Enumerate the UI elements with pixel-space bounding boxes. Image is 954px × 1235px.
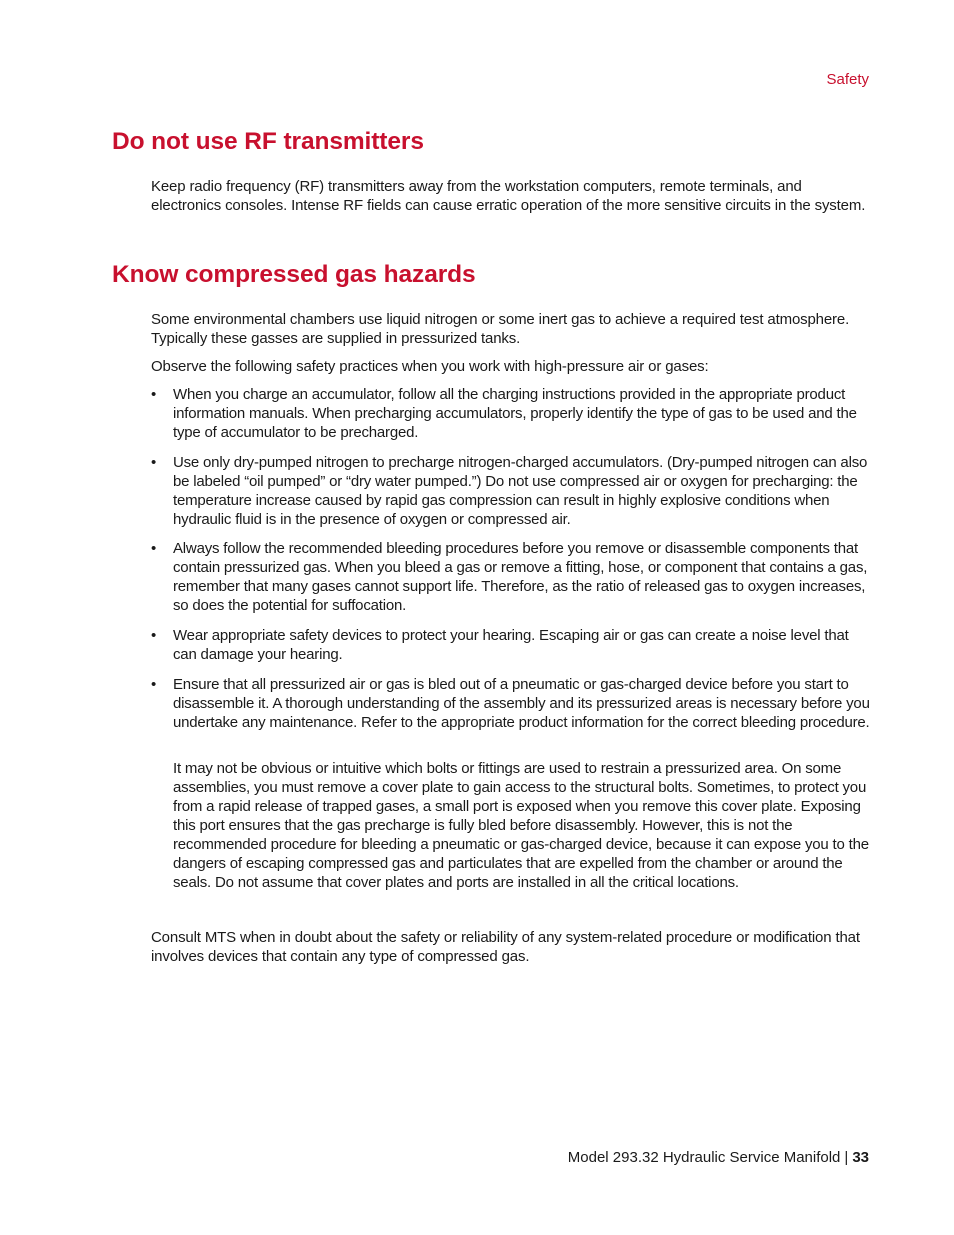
paragraph-gas-practices-intro: Observe the following safety practices when you work with high-pressure air or gases: xyxy=(151,358,709,375)
paragraph-gas-intro: Some environmental chambers use liquid nitrogen or some inert gas to achieve a required test atmosphere. Typically these gasses are supplied in pressurized tanks. xyxy=(151,311,850,347)
bullet-icon: • xyxy=(151,540,157,557)
bullet-icon: • xyxy=(151,676,157,693)
footer-doc-title: Model 293.32 Hydraulic Service Manifold xyxy=(567,1149,841,1166)
bullet-icon: • xyxy=(151,454,157,471)
paragraph-closing: Consult MTS when in doubt about the safety or reliability of any system-related procedure or modification that involves devices that contain any type of compressed gas. xyxy=(151,929,860,965)
bullet-icon: • xyxy=(151,627,157,644)
heading-compressed-gas: Know compressed gas hazards xyxy=(112,261,476,288)
page-footer xyxy=(568,1149,869,1166)
list-item-text: Ensure that all pressurized air or gas is bled out of a pneumatic or gas-charged device before you start to disassemble it. A thorough understanding of the assembly and its pressurized areas is necessary before you undertake any maintenance. Refer to the appropriate product information for the correct bleeding procedure. xyxy=(173,676,870,731)
running-header-section: Safety xyxy=(826,71,869,88)
paragraph-rf-transmitters: Keep radio frequency (RF) transmitters away from the workstation computers, remote terminals, and electronics consoles. Intense RF fields can cause erratic operation of the more sensitive circuits in the system. xyxy=(151,178,866,214)
list-item-text: When you charge an accumulator, follow all the charging instructions provided in the appropriate product information manuals. When precharging accumulators, properly identify the type of gas to be used and the type of accumulator to be precharged. xyxy=(173,386,857,441)
list-item-text: Wear appropriate safety devices to protect your hearing. Escaping air or gas can create a noise level that can damage your hearing. xyxy=(173,627,849,663)
footer-separator: | xyxy=(844,1149,849,1166)
list-item-text: Always follow the recommended bleeding procedures before you remove or disassemble components that contain pressurized gas. When you bleed a gas or remove a fitting, hose, or component that contains a gas, remember that many gases cannot support life. Therefore, as the ratio of released gas to oxygen increases, so does the potential for suffocation. xyxy=(173,540,868,614)
list-item-followup-text: It may not be obvious or intuitive which bolts or fittings are used to restrain a pressurized area. On some assemblies, you must remove a cover plate to gain access to the structural bolts. Sometimes, to protect you from a rapid release of trapped gases, a small port is exposed when you remove this cover plate. Exposing this port ensures that the gas precharge is fully bled before disassembly. However, this is not the recommended procedure for bleeding a pneumatic or gas-charged device, because it can expose you to the dangers of escaping compressed gas and particulates that are expelled from the chamber or around the seals. Do not assume that cover plates and ports are installed in all the critical locations. xyxy=(173,760,869,891)
list-item-text: Use only dry-pumped nitrogen to precharge nitrogen-charged accumulators. (Dry-pumped nitrogen can also be labeled “oil pumped” or “dry water pumped.”) Do not use compressed air or oxygen for precharging: the temperature increase caused by rapid gas compression can result in highly explosive conditions when hydraulic fluid is in the presence of oxygen or compressed air. xyxy=(173,454,868,528)
heading-rf-transmitters: Do not use RF transmitters xyxy=(112,128,424,155)
bullet-icon: • xyxy=(151,386,157,403)
page-number: 33 xyxy=(852,1149,869,1166)
